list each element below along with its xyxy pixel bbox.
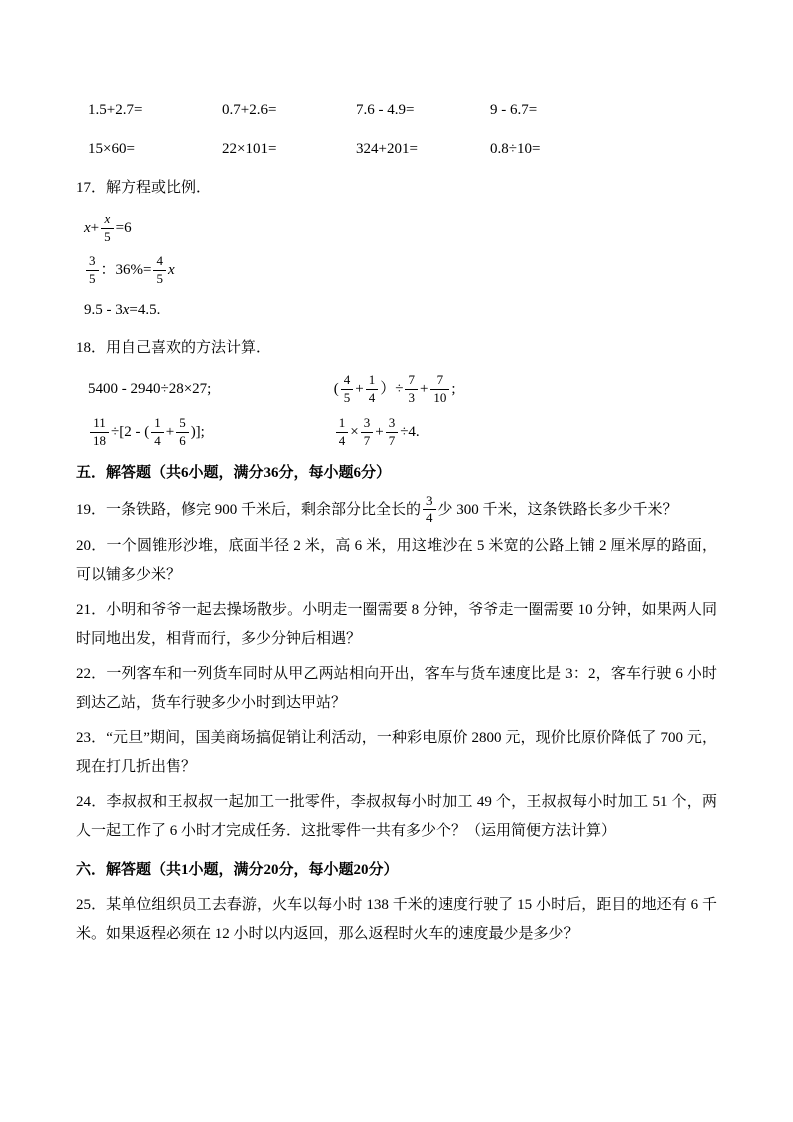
question-23: 23．“元旦”期间，国美商场搞促销让利活动，一种彩电原价 2800 元，现价比原价降低了 700 元，现在打几折出售？ — [76, 730, 717, 776]
fraction — [361, 416, 374, 449]
fraction — [423, 494, 436, 527]
fraction-denominator: 7 — [386, 432, 399, 449]
math-text: 19．一条铁路，修完 900 千米后，剩余部分比全长的 — [76, 501, 422, 518]
fraction — [86, 254, 99, 287]
fraction-numerator: 11 — [93, 414, 106, 430]
fraction-denominator: 5 — [341, 389, 354, 406]
math-text: x — [84, 219, 91, 236]
question-19 — [76, 494, 717, 527]
math-text: × — [350, 423, 359, 440]
fraction-numerator: 1 — [338, 414, 346, 430]
arith-item: 22×101= — [222, 141, 277, 157]
fraction — [405, 373, 418, 406]
arithmetic-row-1 — [88, 96, 717, 125]
math-text: ÷4. — [400, 423, 420, 440]
question-18-calc-line-2 — [88, 416, 717, 449]
fraction-numerator: 3 — [363, 414, 371, 430]
fraction-numerator: 1 — [154, 414, 161, 430]
math-text: x — [167, 261, 175, 278]
math-text: + — [355, 380, 364, 397]
fraction — [336, 416, 349, 449]
math-text: =6 — [115, 219, 132, 236]
question-18-expression-1 — [88, 375, 330, 404]
fraction-numerator: 4 — [156, 252, 163, 268]
fraction-denominator: 6 — [176, 432, 189, 449]
math-text: ÷[2 - ( — [111, 423, 150, 440]
math-text: ：36%= — [100, 261, 152, 278]
fraction-numerator: 3 — [388, 414, 396, 430]
question-17-equation-2 — [84, 254, 717, 287]
math-text: 5400 - 2940÷28×27; — [88, 380, 212, 397]
fraction-denominator: 4 — [151, 432, 164, 449]
math-text: ( — [333, 380, 339, 397]
math-text: =4.5. — [129, 301, 161, 318]
fraction-numerator: 7 — [436, 371, 444, 387]
question-20: 20．一个圆锥形沙堆，底面半径 2 米，高 6 米，用这堆沙在 5 米宽的公路上铺 2 厘米厚的路面，可以铺多少米？ — [76, 538, 717, 584]
fraction — [151, 416, 164, 449]
math-text: 9.5 - 3 — [84, 301, 123, 318]
fraction — [386, 416, 399, 449]
fraction-denominator: 4 — [366, 389, 379, 406]
math-text: + — [419, 380, 429, 397]
arith-item: 7.6 - 4.9= — [356, 102, 415, 118]
question-18-expression-2 — [334, 373, 456, 406]
fraction-denominator: 3 — [405, 389, 418, 406]
math-text: )]; — [190, 423, 205, 440]
fraction-denominator: 10 — [430, 389, 449, 406]
arithmetic-row-2 — [88, 135, 717, 164]
fraction-numerator: 4 — [343, 371, 351, 387]
question-17-equation-3 — [84, 296, 717, 325]
fraction — [430, 373, 449, 406]
question-18-expression-3 — [88, 416, 330, 449]
fraction-numerator: 5 — [179, 414, 186, 430]
question-24: 24．李叔叔和王叔叔一起加工一批零件，李叔叔每小时加工 49 个，王叔叔每小时加工 51 个，两人一起工作了 6 小时才完成任务．这批零件一共有多少个？（运用简便方法计算） — [76, 794, 717, 840]
math-text: + — [165, 423, 175, 440]
fraction — [341, 373, 354, 406]
question-22: 22．一列客车和一列货车同时从甲乙两站相向开出，客车与货车速度比是 3：2，客车行驶 6 小时到达乙站，货车行驶多少小时到达甲站？ — [76, 666, 717, 712]
fraction — [90, 416, 109, 449]
math-text: 少 300 千米，这条铁路长多少千米？ — [437, 501, 678, 518]
math-text: + — [375, 423, 384, 440]
fraction-numerator: 3 — [426, 492, 433, 508]
fraction-numerator: x — [104, 211, 111, 226]
question-18-calc-line-1 — [88, 373, 717, 406]
fraction-denominator: 5 — [86, 270, 99, 287]
fraction — [101, 212, 114, 245]
question-17-equation-1 — [84, 212, 717, 245]
fraction-denominator: 4 — [336, 432, 349, 449]
fraction — [153, 254, 166, 287]
arith-item: 9 - 6.7= — [490, 102, 538, 118]
arith-item: 0.7+2.6= — [222, 102, 277, 118]
fraction-numerator: 3 — [89, 252, 96, 268]
math-text: + — [90, 219, 100, 236]
section-5-heading: 五．解答题（共6小题，满分36分，每小题6分） — [76, 464, 392, 481]
fraction-numerator: 1 — [368, 371, 376, 387]
fraction — [366, 373, 379, 406]
arith-item: 15×60= — [88, 141, 135, 157]
fraction — [176, 416, 189, 449]
question-21: 21．小明和爷爷一起去操场散步。小明走一圈需要 8 分钟，爷爷走一圈需要 10 分钟，如果两人同时同地出发，相背而行，多少分钟后相遇？ — [76, 602, 717, 648]
question-18-label: 18．用自己喜欢的方法计算． — [76, 339, 272, 356]
arith-item: 1.5+2.7= — [88, 102, 143, 118]
fraction-denominator: 4 — [423, 509, 436, 526]
question-25: 25．某单位组织员工去春游，火车以每小时 138 千米的速度行驶了 15 小时后，距目的地还有 6 千米。如果返程必须在 12 小时以内返回，那么返程时火车的速度最少是多少？ — [76, 897, 717, 943]
question-17-label: 17．解方程或比例． — [76, 180, 212, 196]
fraction-numerator: 7 — [408, 371, 415, 387]
math-text: ）÷ — [380, 380, 404, 397]
section-6-heading: 六．解答题（共1小题，满分20分，每小题20分） — [76, 862, 399, 879]
math-text: x — [122, 301, 130, 318]
math-text: ; — [451, 380, 456, 397]
fraction-denominator: 7 — [361, 432, 374, 449]
fraction-denominator: 5 — [153, 270, 166, 287]
fraction-denominator: 5 — [101, 228, 114, 245]
fraction-denominator: 18 — [90, 432, 109, 449]
arith-item: 0.8÷10= — [490, 141, 541, 157]
question-18-expression-4 — [334, 416, 420, 449]
arith-item: 324+201= — [356, 141, 418, 157]
